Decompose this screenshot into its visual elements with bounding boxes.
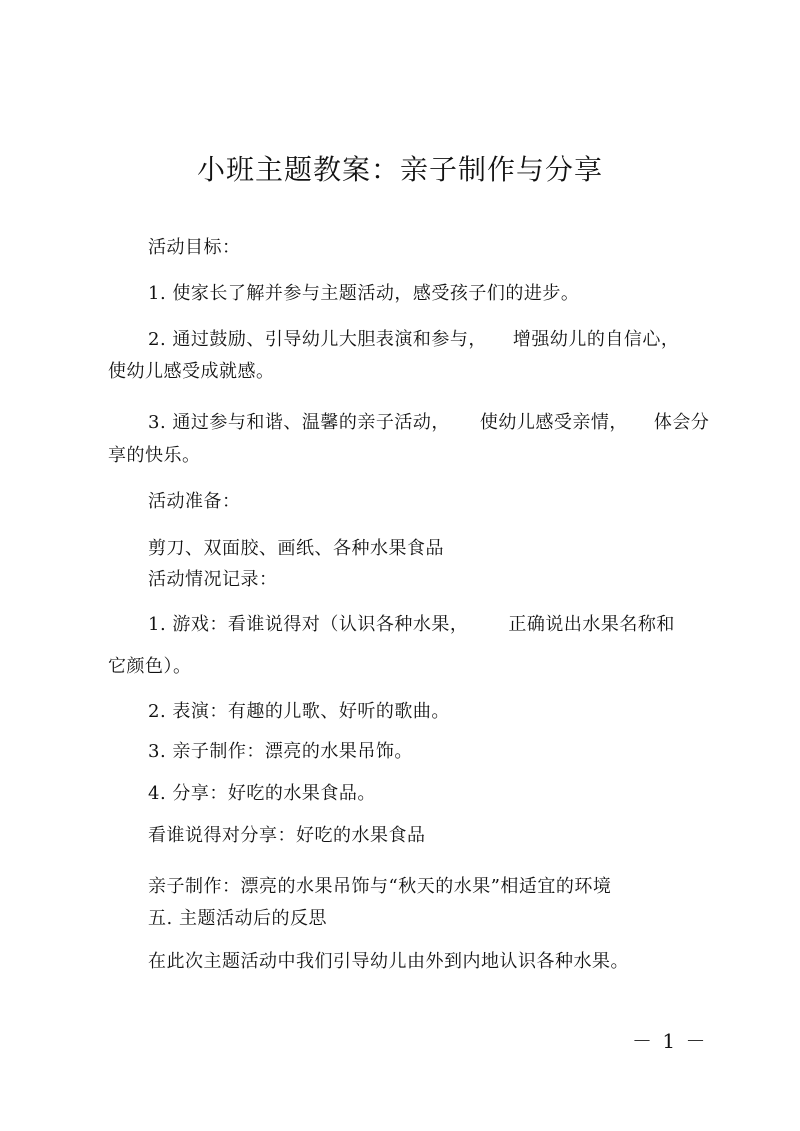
goals-heading: 活动目标： xyxy=(148,237,241,258)
goal-3-part-3: 体会分 xyxy=(653,412,710,433)
record-1-line-2: 它颜色）。 xyxy=(108,656,192,677)
goal-2-part-2: 增强幼儿的自信心， xyxy=(512,329,680,350)
page-number: － 1 － xyxy=(632,1029,708,1053)
goal-3-part-1: 3. 通过参与和谐、温馨的亲子活动， xyxy=(148,412,450,433)
goal-2-line-1 xyxy=(148,328,679,352)
record-2: 2. 表演：有趣的儿歌、好听的歌曲。 xyxy=(148,701,450,722)
prep-items: 剪刀、双面胶、画纸、各种水果食品 xyxy=(148,538,444,559)
record-1-part-1: 1. 游戏：看谁说得对（认识各种水果， xyxy=(148,614,469,635)
summary-line-1: 看谁说得对分享：好吃的水果食品 xyxy=(148,825,426,846)
goal-2-line-2: 使幼儿感受成就感。 xyxy=(108,361,275,382)
section-5-heading: 五. 主题活动后的反思 xyxy=(148,908,327,929)
goal-3-part-2: 使幼儿感受亲情， xyxy=(479,412,628,433)
reflection-text: 在此次主题活动中我们引导幼儿由外到内地认识各种水果。 xyxy=(148,951,629,972)
prep-heading: 活动准备： xyxy=(148,491,241,512)
goal-2-part-1: 2. 通过鼓励、引导幼儿大胆表演和参与， xyxy=(148,329,487,350)
record-3: 3. 亲子制作：漂亮的水果吊饰。 xyxy=(148,741,413,762)
goal-1: 1. 使家长了解并参与主题活动，感受孩子们的进步。 xyxy=(148,283,580,304)
goal-3-line-2: 享的快乐。 xyxy=(108,445,201,466)
record-1-part-2: 正确说出水果名称和 xyxy=(508,614,675,635)
page-title: 小班主题教案：亲子制作与分享 xyxy=(196,153,603,186)
record-1-line-1 xyxy=(148,613,675,637)
summary-line-2: 亲子制作：漂亮的水果吊饰与“秋天的水果”相适宜的环境 xyxy=(148,876,612,897)
goal-3-line-1 xyxy=(148,411,709,435)
record-4: 4. 分享：好吃的水果食品。 xyxy=(148,783,376,804)
record-heading: 活动情况记录： xyxy=(148,569,278,590)
